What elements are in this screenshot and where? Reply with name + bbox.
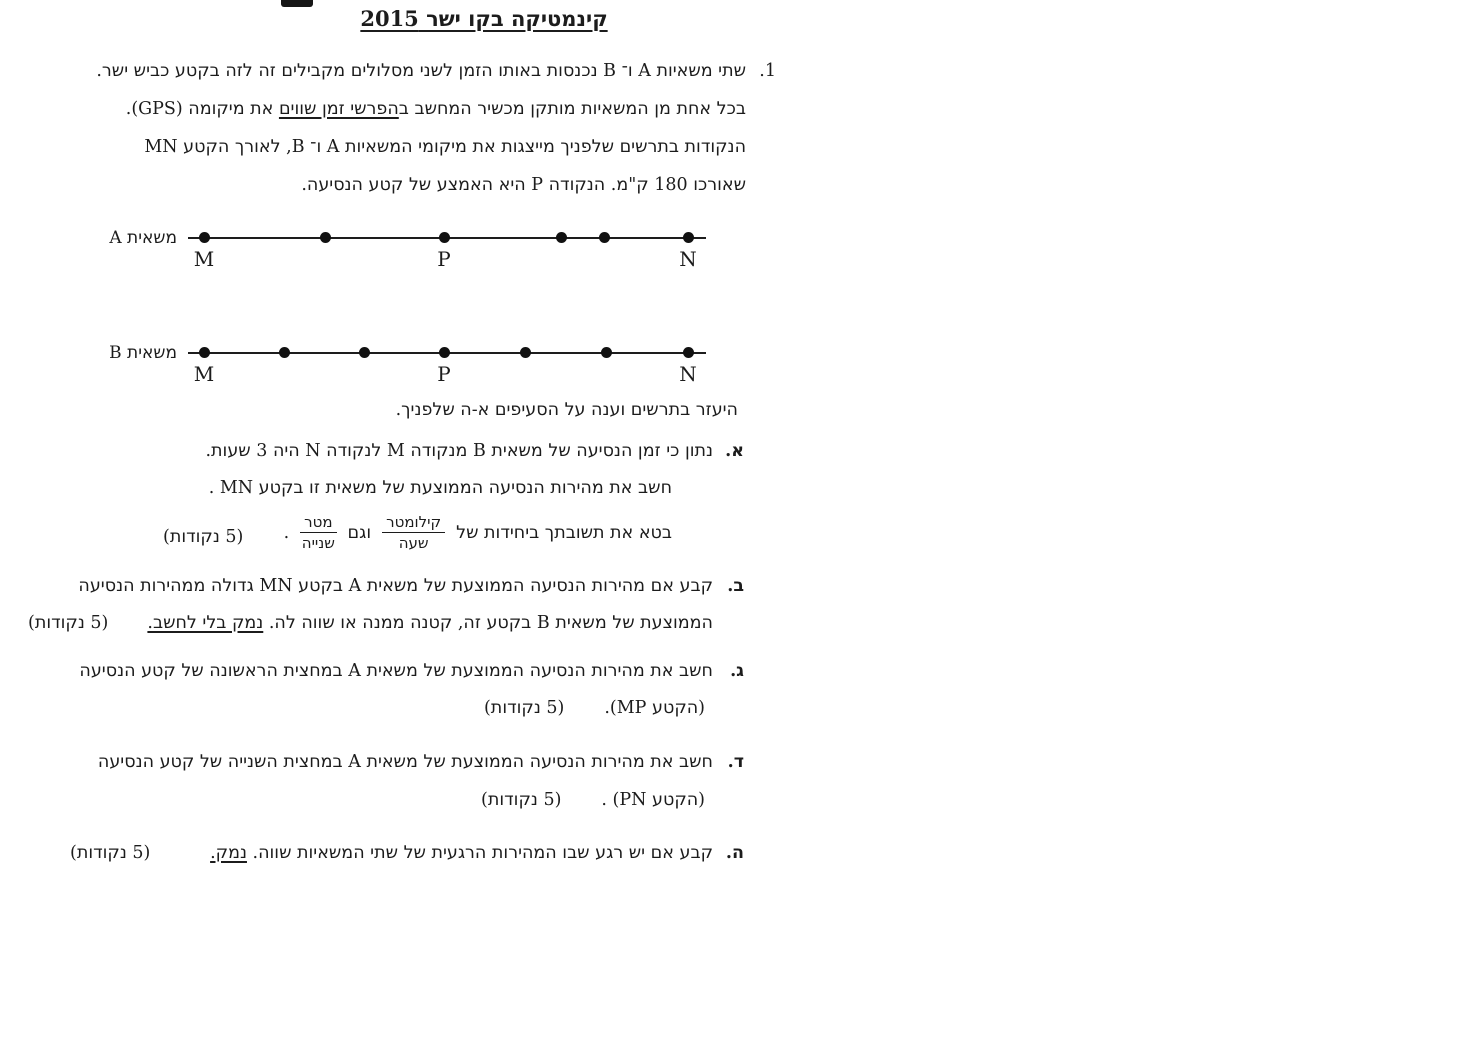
section-c-segment: (הקטע MP). — [604, 698, 705, 718]
intro-line-2-pre: בכל אחת מן המשאיות מותקן מכשיר המחשב ב — [398, 99, 746, 119]
section-d-points: (5 נקודות) — [481, 790, 562, 810]
section-e-line-1-underlined: נמק. — [210, 843, 247, 863]
section-d-line-1: חשב את מהירות הנסיעה הממוצעת של משאית A במחצית השנייה של קטע הנסיעה — [97, 752, 713, 772]
section-a-express-text: בטא את תשובתך ביחידות של — [456, 522, 672, 543]
point-label-P: P — [437, 362, 451, 386]
point-label-M: M — [193, 247, 215, 271]
point-label-N: N — [679, 362, 697, 386]
section-b-line-2-underlined: נמק בלי לחשב. — [147, 613, 264, 633]
point-label-P: P — [437, 247, 451, 271]
section-b-line-2 — [147, 613, 713, 633]
section-b-line-1: קבע אם מהירות הנסיעה הממוצעת של משאית A בקטע MN גדולה ממהירות הנסיעה — [78, 576, 713, 596]
position-dot — [359, 347, 370, 358]
position-dot — [683, 347, 694, 358]
helper-line: היעזר בתרשים וענה על הסעיפים א-ה שלפניך. — [395, 400, 738, 420]
point-label-M: M — [193, 362, 215, 386]
position-dot — [439, 232, 450, 243]
position-dot — [601, 347, 612, 358]
intro-line-2-post: את מיקומה (GPS). — [125, 99, 279, 119]
fraction-km-numerator: קילומטר — [382, 513, 445, 533]
section-a-letter: א. — [725, 441, 744, 461]
position-dot — [439, 347, 450, 358]
fraction-km-per-hour — [382, 513, 445, 552]
position-dot — [199, 232, 210, 243]
position-dot — [520, 347, 531, 358]
intro-line-2 — [126, 99, 746, 119]
page-title: קינמטיקה בקו ישר 2015 — [360, 6, 608, 31]
section-c-points: (5 נקודות) — [483, 698, 565, 718]
section-a-line-2: חשב את מהירות הנסיעה הממוצעת של משאית זו בקטע MN . — [208, 478, 672, 498]
intro-line-1: שתי משאיות A ו־ B נכנסות באותו הזמן לשני מסלולים מקבילים זה לזה בקטע כביש ישר. — [96, 61, 746, 81]
question-number: 1. — [759, 61, 776, 81]
section-e-line-1-pre: קבע אם יש רגע שבו המהירות הרגעית של שתי המשאיות שווה. — [246, 843, 713, 863]
section-d-segment: (הקטע PN) . — [601, 790, 705, 810]
section-b-points: (5 נקודות) — [28, 613, 109, 633]
position-dot — [199, 347, 210, 358]
fraction-m-numerator: מטר — [300, 513, 336, 533]
section-a-line-1: נתון כי זמן הנסיעה של משאית B מנקודה M לנקודה N היה 3 שעות. — [205, 441, 713, 461]
section-e-points: (5 נקודות) — [70, 843, 151, 863]
point-label-N: N — [679, 247, 697, 271]
section-b-letter: ב. — [727, 576, 744, 596]
section-a-period: . — [283, 522, 290, 543]
diagram-b-label: משאית B — [109, 343, 177, 363]
fraction-km-denominator: שעה — [398, 534, 429, 552]
section-c-letter: ג. — [730, 661, 744, 681]
position-dot — [683, 232, 694, 243]
section-b-line-2-pre: הממוצעת של משאית B בקטע זה, קטנה ממנה או שווה לה. — [263, 613, 713, 633]
intro-line-3: הנקודות בתרשים שלפניך מייצגות את מיקומי המשאיות A ו־ B, לאורך הקטע MN — [144, 137, 746, 157]
section-e-letter: ה. — [725, 843, 744, 863]
intro-line-4: שאורכו 180 ק"מ. הנקודה P היא האמצע של קטע הנסיעה. — [301, 175, 746, 195]
position-dot — [556, 232, 567, 243]
diagram-a-label: משאית A — [109, 228, 177, 248]
section-e-line-1 — [210, 843, 713, 863]
section-c-line-2 — [484, 698, 705, 718]
diagram-truck-b — [0, 342, 1475, 397]
section-a-conjunction: וגם — [347, 522, 372, 543]
section-a-points: (5 נקודות) — [163, 527, 244, 547]
section-a-units-row — [284, 513, 672, 552]
position-dot — [320, 232, 331, 243]
position-dot — [599, 232, 610, 243]
position-dot — [279, 347, 290, 358]
fraction-m-denominator: שנייה — [301, 534, 335, 552]
fraction-m-per-second — [300, 513, 336, 552]
diagram-truck-a — [0, 227, 1475, 282]
intro-line-2-underlined: הפרשי זמן שווים — [278, 99, 399, 119]
section-d-line-2 — [481, 790, 705, 810]
section-d-letter: ד. — [727, 752, 744, 772]
section-c-line-1: חשב את מהירות הנסיעה הממוצעת של משאית A במחצית הראשונה של קטע הנסיעה — [79, 661, 713, 681]
